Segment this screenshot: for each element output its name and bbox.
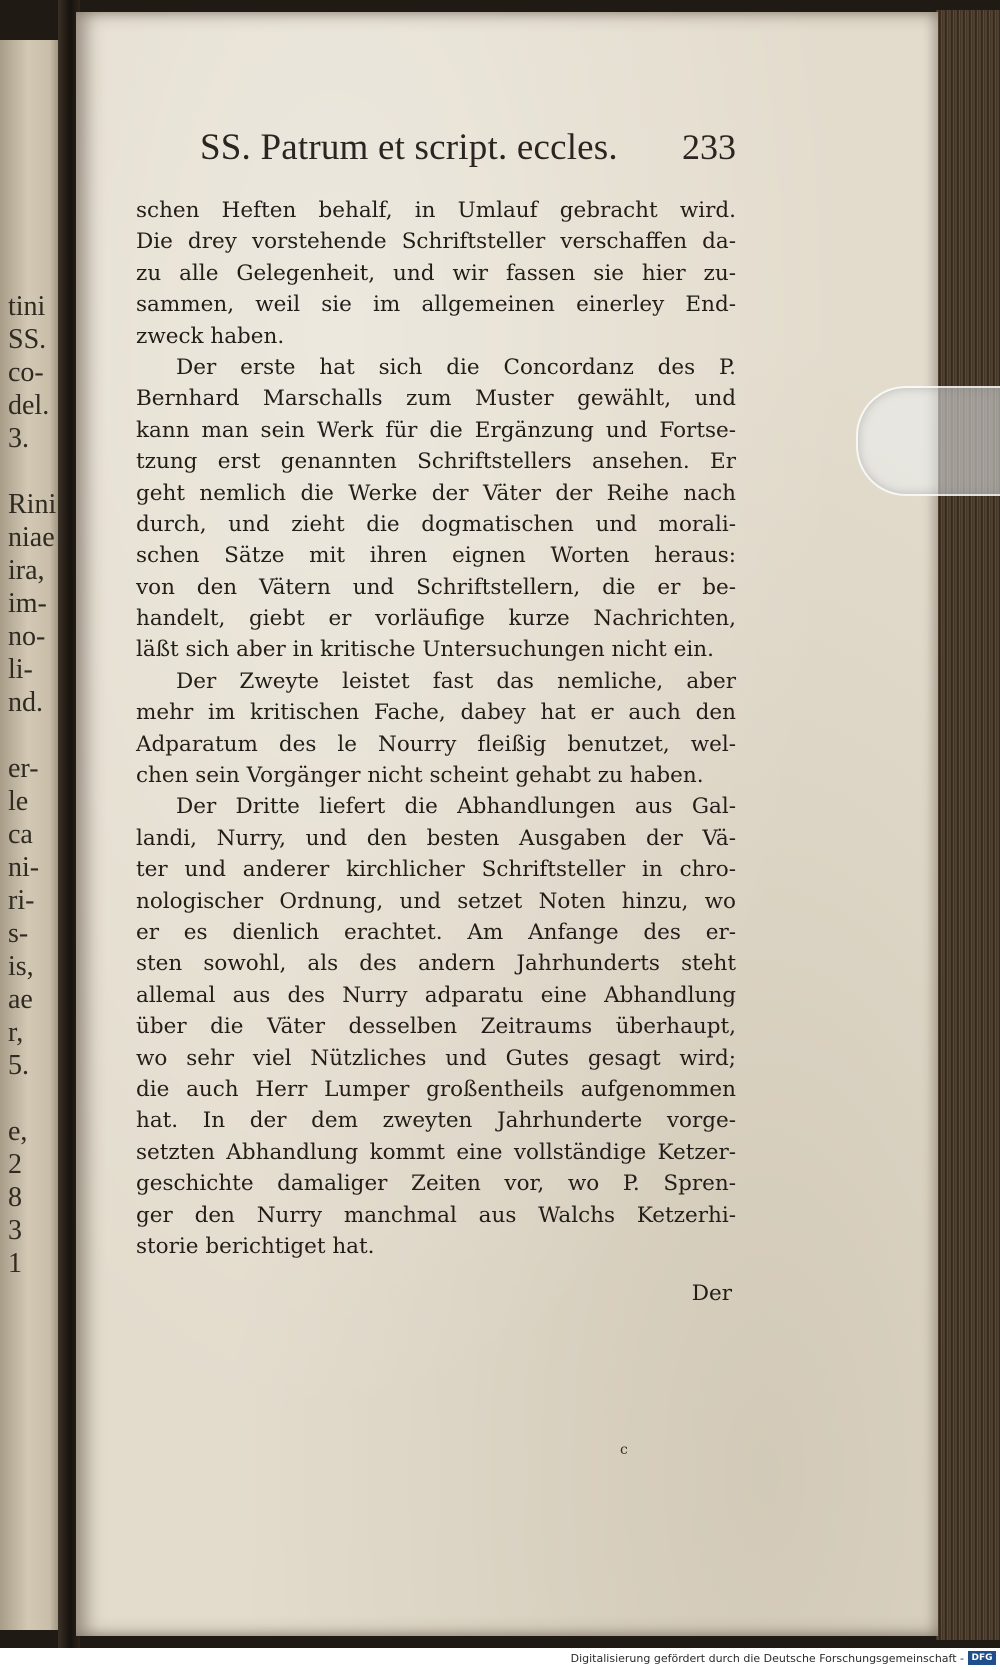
text-line: von den Vätern und Schriftstellern, die er be- — [136, 574, 736, 600]
text-line: Adparatum des le Nourry fleißig benutzet, wel- — [136, 731, 736, 757]
text-line: zweck haben. — [136, 323, 285, 349]
text-line: er es dienlich erachtet. Am Anfange des er- — [136, 919, 736, 945]
text-line: geht nemlich die Werke der Väter der Reihe nach — [136, 480, 736, 506]
text-line: sten sowohl, als des andern Jahrhunderts steht — [136, 951, 736, 977]
page-clip — [856, 386, 1000, 496]
text-line: hat. In der dem zweyten Jahrhunderte vorge- — [136, 1108, 736, 1134]
text-line: kann man sein Werk für die Ergänzung und Fortse- — [136, 417, 736, 443]
text-line: sammen, weil sie im allgemeinen einerley End- — [136, 292, 736, 318]
text-line: allemal aus des Nurry adparatu eine Abhandlung — [136, 982, 736, 1008]
previous-page-edge — [0, 40, 62, 1630]
text-line: mehr im kritischen Fache, dabey hat er auch den — [136, 700, 736, 726]
text-line: storie berichtiget hat. — [136, 1233, 375, 1259]
previous-page-margin-text: tini SS. co- del. 3. Rini niae ira, im- no- li- nd. er- le ca ni- ri- s- is, ae r, 5. e, 2 8 3 1 — [8, 291, 57, 1279]
text-line: Der erste hat sich die Concordanz des P. — [176, 354, 736, 380]
text-line: schen Sätze mit ihren eignen Worten heraus: — [136, 543, 736, 569]
dfg-logo: DFG — [968, 1651, 996, 1665]
text-line: wo sehr viel Nützliches und Gutes gesagt wird; — [136, 1045, 736, 1071]
text-line: Der Dritte liefert die Abhandlungen aus Gal- — [176, 794, 736, 820]
text-line: ger den Nurry manchmal aus Walchs Ketzerhi- — [136, 1202, 736, 1228]
text-line: landi, Nurry, und den besten Ausgaben der Vä- — [136, 825, 736, 851]
footer-credit: Digitalisierung gefördert durch die Deutsche Forschungsgemeinschaft - — [570, 1652, 964, 1665]
text-line: tzung erst genannten Schriftstellers ansehen. Er — [136, 449, 736, 475]
text-line: chen sein Vorgänger nicht scheint gehabt zu haben. — [136, 763, 704, 789]
text-line: Bernhard Marschalls zum Muster gewählt, und — [136, 386, 736, 412]
catchword-wrap — [692, 1278, 732, 1309]
text-line: Der Zweyte leistet fast das nemliche, aber — [176, 668, 736, 694]
text-line: die auch Herr Lumper großentheils aufgenommen — [136, 1076, 736, 1102]
signature-mark: c — [620, 1442, 628, 1458]
body-text — [136, 195, 736, 1262]
text-line: nologischer Ordnung, und setzet Noten hinzu, wo — [136, 888, 736, 914]
running-title: SS. Patrum et script. eccles. — [200, 127, 618, 168]
text-line: setzten Abhandlung kommt eine vollständige Ketzer- — [136, 1139, 736, 1165]
text-line: über die Väter desselben Zeitraums überhaupt, — [136, 1014, 736, 1040]
text-line: läßt sich aber in kritische Untersuchungen nicht ein. — [136, 637, 714, 663]
running-header — [200, 126, 736, 169]
page-edges — [936, 10, 1000, 1640]
page-number: 233 — [682, 127, 736, 167]
text-line: schen Heften behalf, in Umlauf gebracht wird. — [136, 198, 736, 223]
catchword: Der — [691, 1281, 732, 1306]
text-line: handelt, giebt er vorläufige kurze Nachrichten, — [136, 606, 736, 632]
text-line: geschichte damaliger Zeiten vor, wo P. Spren- — [136, 1171, 736, 1197]
text-line: Die drey vorstehende Schriftsteller verschaffen da- — [136, 229, 736, 255]
text-line: durch, und zieht die dogmatischen und morali- — [136, 511, 736, 537]
text-line: zu alle Gelegenheit, und wir fassen sie hier zu- — [136, 260, 736, 286]
text-line: ter und anderer kirchlicher Schriftsteller in chro- — [136, 857, 736, 883]
footer-bar — [0, 1648, 1000, 1670]
